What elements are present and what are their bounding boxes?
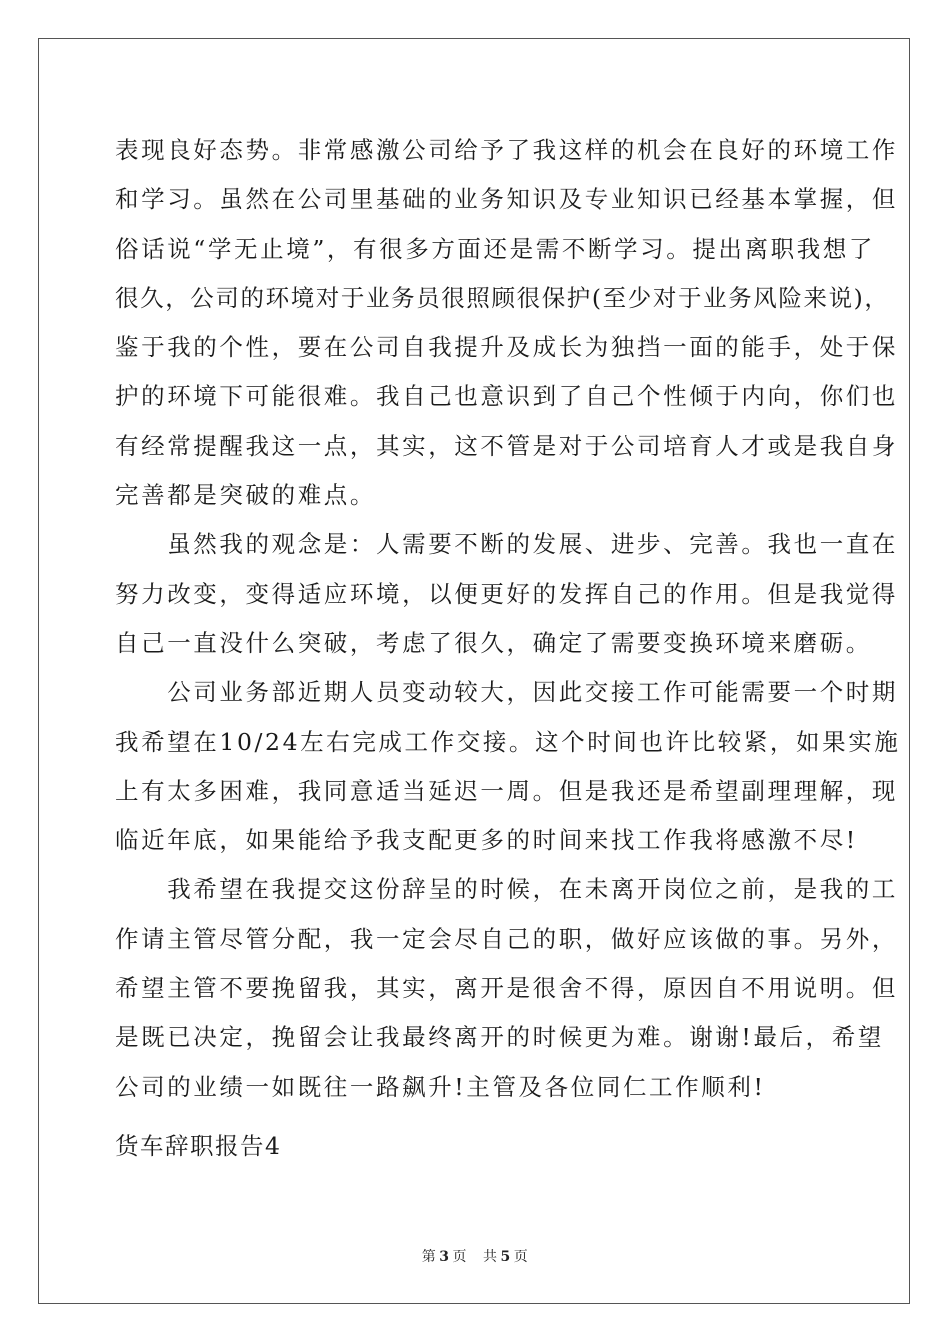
- document-body: [115, 126, 901, 1112]
- total-suffix: 页: [513, 1249, 529, 1265]
- current-page-number: 3: [439, 1249, 450, 1265]
- page-prefix: 第: [421, 1249, 437, 1265]
- body-line: 希望主管不要挽留我，其实，离开是很舍不得，原因自不用说明。但: [115, 974, 898, 1003]
- body-line: 俗话说“学无止境”，有很多方面还是需不断学习。提出离职我想了: [115, 234, 876, 263]
- body-line: 临近年底，如果能给予我支配更多的时间来找工作我将感激不尽!: [115, 826, 858, 855]
- body-line: 公司业务部近期人员变动较大，因此交接工作可能需要一个时期: [115, 678, 898, 707]
- body-line: 我希望在10/24左右完成工作交接。这个时间也许比较紧，如果实施: [115, 727, 901, 756]
- body-line: 作请主管尽管分配，我一定会尽自己的职，做好应该做的事。另外，: [115, 924, 898, 953]
- page-suffix: 页: [452, 1249, 467, 1265]
- body-line: 护的环境下可能很难。我自己也意识到了自己个性倾于内向，你们也: [115, 382, 898, 411]
- body-line: 自己一直没什么突破，考虑了很久，确定了需要变换环境来磨砺。: [115, 628, 872, 657]
- total-prefix: 共: [483, 1249, 498, 1265]
- body-line: 我希望在我提交这份辞呈的时候，在未离开岗位之前，是我的工: [115, 875, 898, 904]
- body-line: 鉴于我的个性，要在公司自我提升及成长为独挡一面的能手，处于保: [115, 333, 898, 362]
- body-line: 虽然我的观念是：人需要不断的发展、进步、完善。我也一直在: [115, 530, 898, 559]
- body-line: 表现良好态势。非常感激公司给予了我这样的机会在良好的环境工作: [115, 136, 898, 164]
- body-line: 是既已决定，挽留会让我最终离开的时候更为难。谢谢!最后，希望: [115, 1023, 884, 1052]
- page-footer: [0, 1246, 950, 1266]
- body-line: 很久，公司的环境对于业务员很照顾很保护(至少对于业务风险来说)，: [115, 283, 890, 312]
- total-pages-number: 5: [500, 1249, 511, 1265]
- body-line: 公司的业绩一如既往一路飙升!主管及各位同仁工作顺利!: [115, 1072, 766, 1101]
- body-line: 上有太多困难，我同意适当延迟一周。但是我还是希望副理理解，现: [115, 776, 898, 805]
- body-line: 努力改变，变得适应环境，以便更好的发挥自己的作用。但是我觉得: [115, 579, 898, 608]
- section-heading: 货车辞职报告4: [115, 1132, 282, 1160]
- body-line: 有经常提醒我这一点，其实，这不管是对于公司培育人才或是我自身: [115, 431, 898, 460]
- body-line: 和学习。虽然在公司里基础的业务知识及专业知识已经基本掌握，但: [115, 185, 898, 214]
- body-line: 完善都是突破的难点。: [115, 481, 376, 510]
